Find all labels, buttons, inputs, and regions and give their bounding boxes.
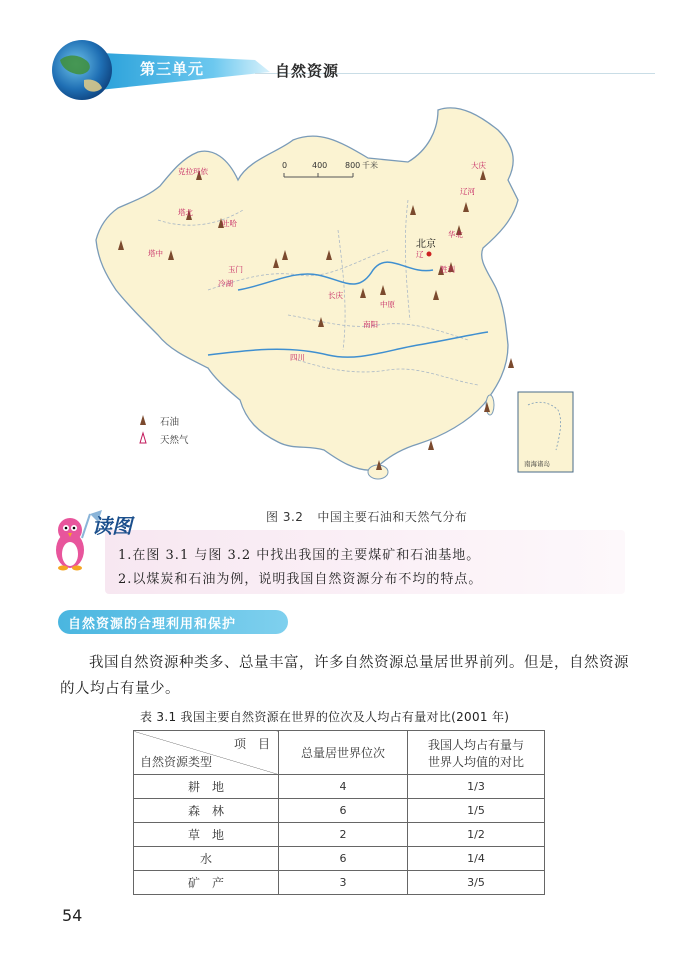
header-rank: 总量居世界位次 <box>279 731 408 775</box>
table-header-row <box>134 731 545 775</box>
table-row <box>134 775 545 799</box>
inset-label: 南海诸岛 <box>524 460 550 468</box>
gas-legend-icon <box>140 433 146 443</box>
caption-number: 图 3.2 <box>266 510 304 524</box>
map-caption <box>266 508 467 525</box>
table-row <box>134 799 545 823</box>
svg-text:玉门: 玉门 <box>228 265 243 274</box>
row-rank: 6 <box>279 847 408 871</box>
row-rank: 6 <box>279 799 408 823</box>
row-ratio: 1/3 <box>408 775 545 799</box>
header-ratio <box>408 731 545 775</box>
svg-text:四川: 四川 <box>290 353 305 362</box>
page-number: 54 <box>62 906 83 925</box>
scale-end: 800 <box>345 161 361 170</box>
reading-question-1: 1.在图 3.1 与图 3.2 中找出我国的主要煤矿和石油基地。 <box>118 548 481 563</box>
capital-label: 北京 <box>416 239 436 250</box>
svg-text:辽: 辽 <box>416 250 424 259</box>
page-title: 自然资源 <box>275 62 340 80</box>
svg-text:胜利: 胜利 <box>440 265 455 274</box>
svg-text:中原: 中原 <box>380 300 395 309</box>
legend-oil-label: 石油 <box>160 417 180 428</box>
header-diagonal-cell <box>134 731 279 775</box>
legend-gas-label: 天然气 <box>160 435 189 446</box>
row-ratio: 1/2 <box>408 823 545 847</box>
row-resource: 耕 地 <box>134 775 279 799</box>
row-rank: 2 <box>279 823 408 847</box>
body-paragraph: 我国自然资源种类多、总量丰富，许多自然资源总量居世界前列。但是，自然资源的人均占有量少。 <box>60 655 629 697</box>
svg-text:克拉玛依: 克拉玛依 <box>178 167 208 176</box>
row-ratio: 1/5 <box>408 799 545 823</box>
scale-zero: 0 <box>282 161 288 170</box>
oil-legend-icon <box>140 415 146 425</box>
reading-title: 读图 <box>92 514 132 538</box>
header-item-label: 项 目 <box>233 737 270 751</box>
svg-text:吐哈: 吐哈 <box>222 219 237 228</box>
header-ratio-line-2: 世界人均值的对比 <box>427 754 524 769</box>
section-title: 自然资源的合理利用和保护 <box>68 617 237 632</box>
svg-text:长庆: 长庆 <box>328 291 343 300</box>
table-row <box>134 871 545 895</box>
china-oil-gas-map <box>88 100 588 490</box>
svg-text:南阳: 南阳 <box>363 320 378 329</box>
svg-text:塔中: 塔中 <box>148 249 163 258</box>
capital-star-icon <box>427 252 432 257</box>
header-type-label: 自然资源类型 <box>140 755 213 769</box>
svg-text:大庆: 大庆 <box>471 161 486 170</box>
scale-mid: 400 <box>312 161 328 170</box>
row-ratio: 3/5 <box>408 871 545 895</box>
row-rank: 4 <box>279 775 408 799</box>
row-rank: 3 <box>279 871 408 895</box>
table-row <box>134 823 545 847</box>
row-resource: 水 <box>134 847 279 871</box>
table-row <box>134 847 545 871</box>
row-resource: 矿 产 <box>134 871 279 895</box>
row-resource: 森 林 <box>134 799 279 823</box>
svg-text:塔北: 塔北 <box>178 208 193 217</box>
resource-table <box>133 730 545 895</box>
header-ratio-line-1: 我国人均占有量与 <box>427 737 524 752</box>
table-title: 表 3.1 我国主要自然资源在世界的位次及人均占有量对比(2001 年) <box>140 710 510 724</box>
scale-unit: 千米 <box>362 161 378 170</box>
svg-text:华北: 华北 <box>448 230 463 239</box>
row-ratio: 1/4 <box>408 847 545 871</box>
caption-text: 中国主要石油和天然气分布 <box>317 510 468 524</box>
row-resource: 草 地 <box>134 823 279 847</box>
unit-label: 第三单元 <box>140 60 205 78</box>
svg-text:辽河: 辽河 <box>460 187 475 196</box>
reading-question-2: 2.以煤炭和石油为例，说明我国自然资源分布不均的特点。 <box>118 572 483 587</box>
svg-text:冷湖: 冷湖 <box>218 279 233 288</box>
